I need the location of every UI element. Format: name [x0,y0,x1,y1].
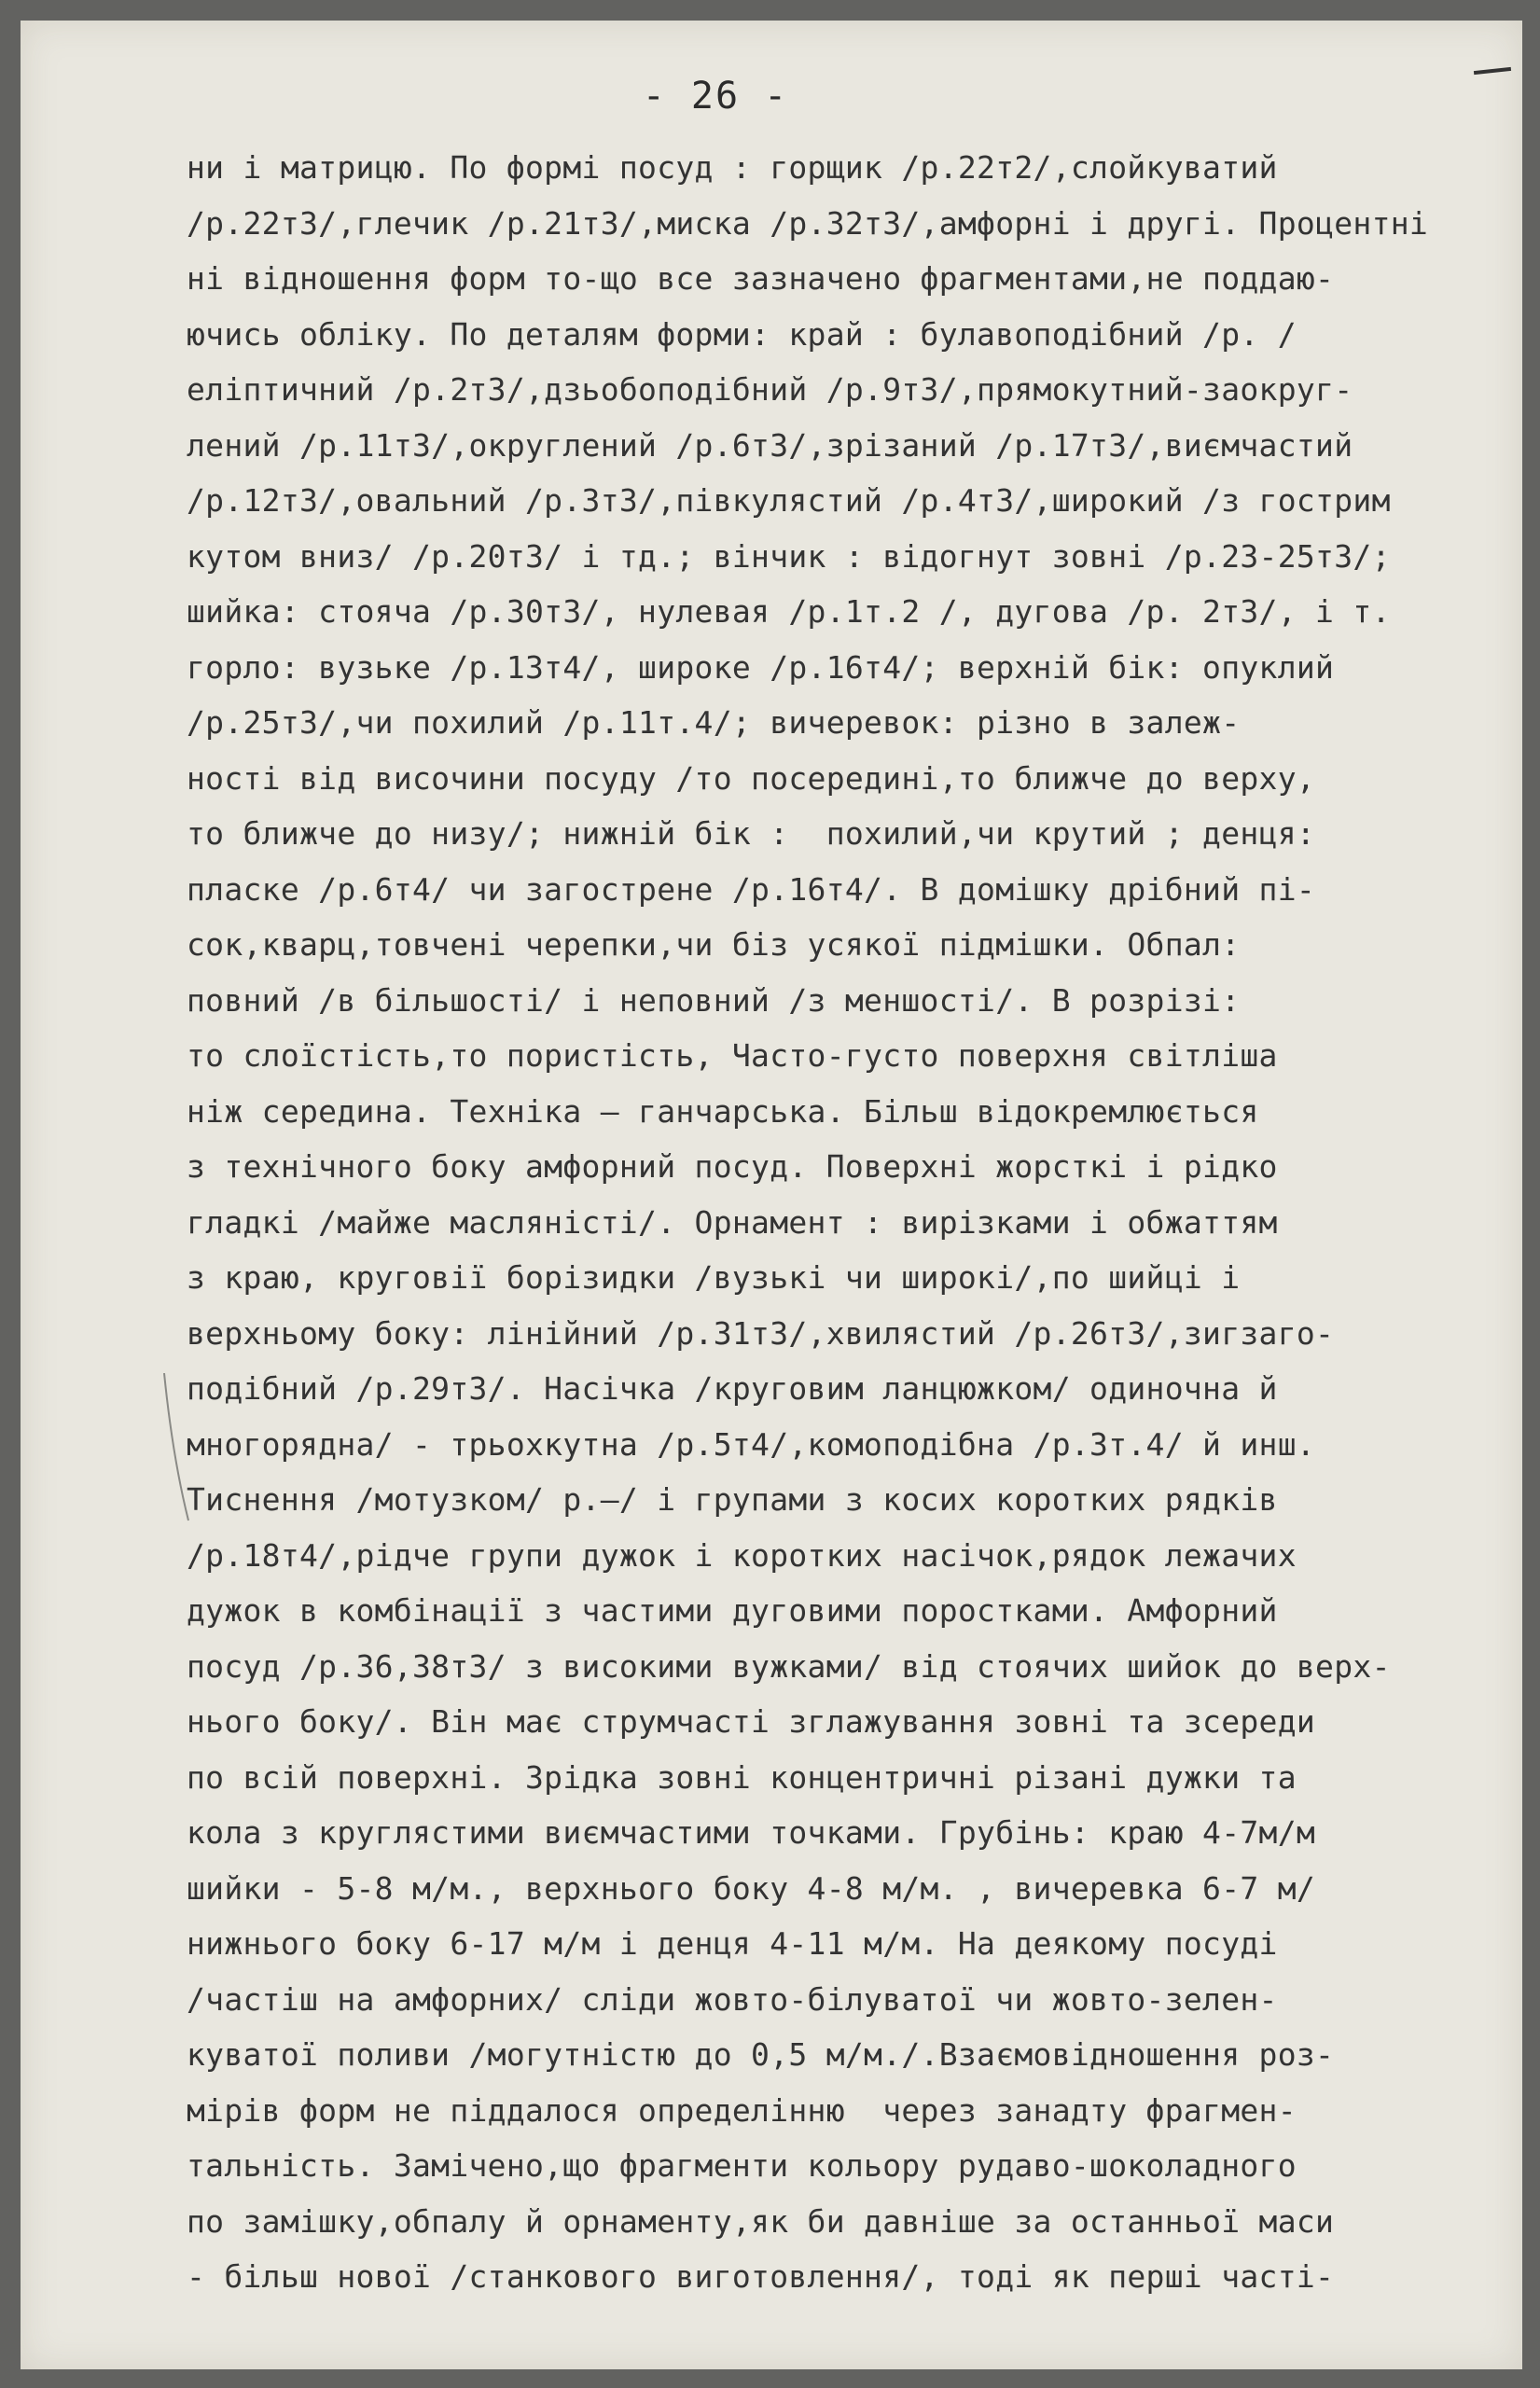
text-line: дужок в комбінації з частими дуговими поростками. Амфорний [187,1592,1278,1629]
text-line: горло: вузьке /р.13т4/, широке /р.16т4/; верхній бік: опуклий [187,648,1335,686]
text-line: то слоїстість,то пористість, Часто-густо поверхня світліша [187,1037,1278,1074]
text-line: нижнього боку 6-17 м/м і денця 4-11 м/м. На деякому посуді [187,1925,1278,1962]
text-line: тальність. Замічено,що фрагменти кольору рудаво-шоколадного [187,2147,1297,2184]
text-line: гладкі /майже масляністі/. Орнамент : вирізками і обжаттям [187,1203,1278,1241]
text-line: мірів форм не піддалося определінню через занадту фрагмен- [187,2091,1297,2129]
text-line: многорядна/ - трьохкутна /р.5т4/,комоподібна /р.3т.4/ й инш. [187,1425,1316,1463]
typewritten-text-body [187,140,1483,2305]
text-line: подібний /р.29т3/. Насічка /круговим ланцюжком/ одиночна й [187,1370,1278,1407]
text-line: /р.12т3/,овальний /р.3т3/,півкулястий /р.4т3/,широкий /з гострим [187,482,1391,519]
text-line: нього боку/. Він має струмчасті зглажування зовні та зсереди [187,1703,1316,1740]
text-line: з технічного боку амфорний посуд. Поверхні жорсткі і рідко [187,1148,1278,1185]
edge-pencil-mark [1474,67,1511,75]
text-line: сок,кварц,товчені черепки,чи біз усякої підмішки. Обпал: [187,926,1241,963]
text-line: по всій поверхні. Зрідка зовні концентричні різані дужки та [187,1758,1297,1796]
text-line: /частіш на амфорних/ сліди жовто-білуватої чи жовто-зелен- [187,1980,1278,2018]
text-line: верхньому боку: лінійний /р.31т3/,хвилястий /р.26т3/,зигзаго- [187,1314,1335,1352]
text-line: - більш нової /станкового виготовлення/, тоді як перші часті- [187,2258,1335,2295]
text-line: /р.25т3/,чи похилий /р.11т.4/; вичеревок: різно в залеж- [187,704,1241,741]
text-line: /р.22т3/,глечик /р.21т3/,миска /р.32т3/,амфорні і другі. Процентні [187,204,1429,242]
text-line: по замішку,обпалу й орнаменту,як би давніше за останньої маси [187,2202,1335,2240]
text-line: кола з круглястими виємчастими точками. Грубінь: краю 4-7м/м [187,1814,1316,1851]
text-line: шийка: стояча /р.30т3/, нулевая /р.1т.2 /, дугова /р. 2т3/, і т. [187,593,1391,630]
text-line: /р.18т4/,рідче групи дужок і коротких насічок,рядок лежачих [187,1536,1297,1574]
document-page [21,21,1522,2369]
text-line: еліптичний /р.2т3/,дзьобоподібний /р.9т3/,прямокутний-заокруг- [187,371,1353,408]
text-line: пласке /р.6т4/ чи загострене /р.16т4/. В домішку дрібний пі- [187,870,1316,908]
text-line: з краю, круговії борізидки /вузькі чи широкі/,по шийці і [187,1259,1241,1296]
text-line: ніж середина. Техніка — ганчарська. Більш відокремлюється [187,1092,1259,1130]
text-line: повний /в більшості/ і неповний /з меншості/. В розрізі: [187,981,1241,1019]
text-line: ні відношення форм то-що все зазначено фрагментами,не поддаю- [187,260,1335,297]
text-line: шийки - 5-8 м/м., верхнього боку 4-8 м/м. , вичеревка 6-7 м/ [187,1869,1316,1907]
text-line: лений /р.11т3/,округлений /р.6т3/,зрізаний /р.17т3/,виємчастий [187,426,1353,464]
text-line: ності від височини посуду /то посередині,то ближче до верху, [187,759,1316,797]
text-line: то ближче до низу/; нижній бік : похилий,чи крутий ; денця: [187,815,1316,852]
text-line: куватої поливи /могутністю до 0,5 м/м./.Взаємовідношення роз- [187,2036,1335,2073]
text-line: ючись обліку. По деталям форми: край : булавоподібний /р. / [187,315,1297,353]
text-line: посуд /р.36,38т3/ з високими вужками/ від стоячих шийок до верх- [187,1647,1391,1685]
text-line: ни і матрицю. По формі посуд : горщик /р.22т2/,слойкуватий [187,149,1278,186]
page-number: - 26 - [642,75,789,118]
text-line: Тиснення /мотузком/ р.—/ і групами з косих коротких рядків [187,1481,1278,1518]
text-line: кутом вниз/ /р.20т3/ і тд.; вінчик : відогнут зовні /р.23-25т3/; [187,537,1391,575]
